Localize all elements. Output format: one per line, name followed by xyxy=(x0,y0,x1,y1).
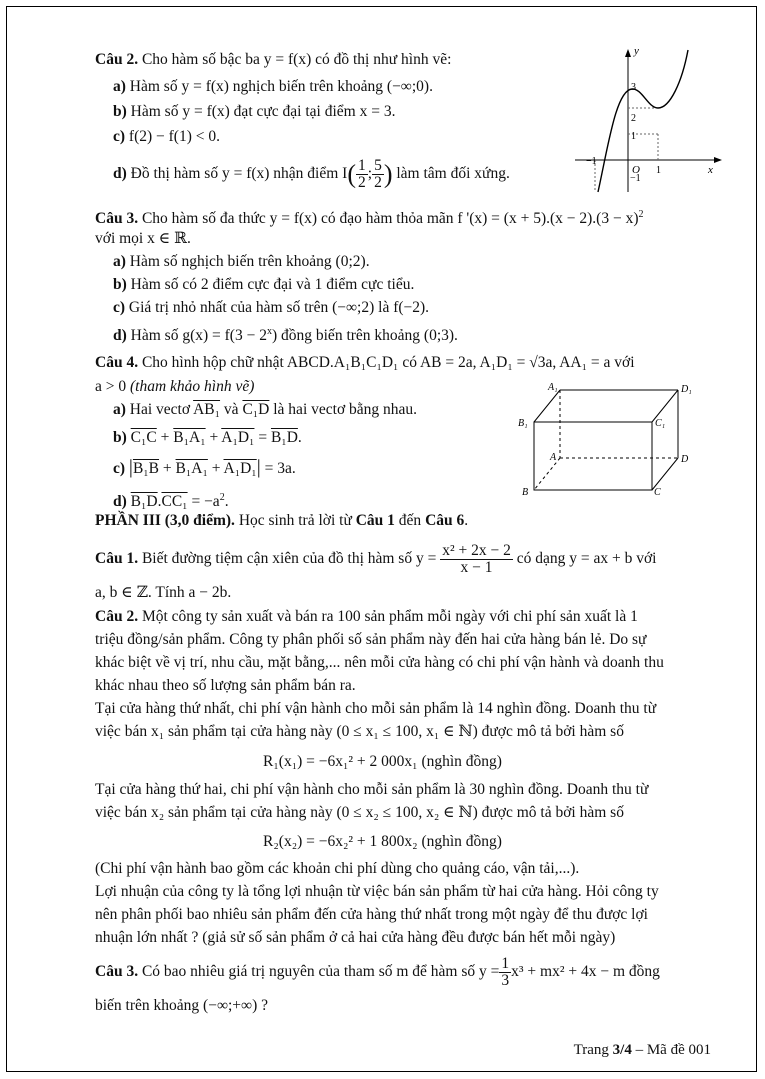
q3-item-b: b) Hàm số có 2 điểm cực đại và 1 điểm cực tiểu. xyxy=(113,276,415,293)
p3q2-l4: khác nhau theo số lượng sản phẩm bán ra. xyxy=(95,677,356,694)
graph-origin: O xyxy=(632,164,640,176)
box-label-b1: B₁ xyxy=(518,418,528,429)
q2-stem: Câu 2. Cho hàm số bậc ba y = f(x) có đồ thị như hình vẽ: xyxy=(95,51,452,68)
box-label-a1: A₁ xyxy=(548,382,558,393)
q4-item-d: d) $B_1D.CC_1 = -a^2$. xyxy=(113,492,229,510)
q2-item-c: c) f(2) − f(1) < 0. xyxy=(113,128,220,145)
q3-stem: Câu 3. Cho hàm số đa thức y = f(x) có đạo hàm thỏa mãn f '$(x) = (x + 5).(x - 2).(3 - x)^2$ xyxy=(95,209,644,227)
q4-item-b: b) C₁C + B₁A₁ + A₁D₁ = B₁D. xyxy=(113,429,302,446)
q4-item-a: a) Hai vectơ AB₁ và C₁D là hai vectơ bằng nhau. xyxy=(113,401,418,418)
q2-item-d: d) Đồ thị hàm số y = f(x) nhận điểm I( $\frac{1}{2}$ ; $\frac{5}{2}$ ) làm tâm đối xứng. xyxy=(113,157,510,191)
graph-tick-y3: 3 xyxy=(631,82,636,93)
p3q2-l5: Tại cửa hàng thứ nhất, chi phí vận hành cho mỗi sản phẩm là 14 nghìn đồng. Doanh thu từ xyxy=(95,700,657,717)
cubic-graph xyxy=(570,42,730,202)
graph-tick-x1: 1 xyxy=(656,165,661,176)
p3q3-line2: biến trên khoảng (−∞;+∞) ? xyxy=(95,997,269,1014)
box-label-d1: D₁ xyxy=(681,384,692,395)
p3q2-l1: Câu 2. Một công ty sản xuất và bán ra 100 sản phẩm mỗi ngày với chi phí sản xuất là 1 xyxy=(95,608,638,625)
box-label-a: A xyxy=(550,452,557,463)
p3q2-l6: việc bán x₁ sản phẩm tại cửa hàng này (0 ≤ x₁ ≤ 100, x₁ ∈ ℕ) được mô tả bởi hàm số xyxy=(95,723,624,740)
p3q2-formula-2: R₂(x₂) = −6x₂² + 1 800x₂ (nghìn đồng) xyxy=(263,833,502,850)
box-label-d: D xyxy=(681,454,689,465)
box-figure xyxy=(510,378,705,503)
p3q2-formula-1: R₁(x₁) = −6x₁² + 2 000x₁ (nghìn đồng) xyxy=(263,753,502,770)
graph-tick-y1: 1 xyxy=(631,131,636,142)
part3-heading: PHẦN III (3,0 điểm). Học sinh trả lời từ Câu 1 đến Câu 6. xyxy=(95,512,469,529)
p3q2-l12: nhuận lớn nhất ? (giả sử số sản phẩm ở cả hai cửa hàng đều được bán hết mỗi ngày) xyxy=(95,929,616,946)
p3q2-l10: Lợi nhuận của công ty là tổng lợi nhuận từ việc bán sản phẩm từ hai cửa hàng. Hỏi công ty xyxy=(95,883,659,900)
p3q2-l2: triệu đồng/sản phẩm. Công ty phân phối số sản phẩm này đến hai cửa hàng bán lẻ. Do sự xyxy=(95,631,647,648)
graph-y-label: y xyxy=(634,45,639,57)
q4-stem: Câu 4. Cho hình hộp chữ nhật ABCD.A₁B₁C₁D₁ có AB = 2a, A₁D₁ = √3a, AA₁ = a với xyxy=(95,354,635,371)
p3q1-stem: Câu 1. Biết đường tiệm cận xiên của đồ thị hàm số y = $\frac{\text{x² + 2x − 2}}{x - 1}$ có dạng y = ax + b với xyxy=(95,541,657,576)
p3q2-l11: nên phân phối bao nhiêu sản phẩm đến cửa hàng thứ nhất trong một ngày để thu được lợi xyxy=(95,906,648,923)
q2-item-b: b) Hàm số y = f(x) đạt cực đại tại điểm x = 3. xyxy=(113,103,396,120)
graph-tick-y2: 2 xyxy=(631,113,636,124)
box-label-c1: C₁ xyxy=(655,418,666,429)
q4-item-c: c) |B₁B + B₁A₁ + A₁D₁| = 3a. xyxy=(113,456,296,478)
graph-x-label: x xyxy=(708,164,713,176)
q3-stem-2: với mọi x ∈ ℝ. xyxy=(95,230,191,247)
p3q2-l8: việc bán x₂ sản phẩm tại cửa hàng này (0 ≤ x₂ ≤ 100, x₂ ∈ ℕ) được mô tả bởi hàm số xyxy=(95,804,624,821)
q2-item-a: a) Hàm số y = f(x) nghịch biến trên khoảng (−∞;0). xyxy=(113,78,433,95)
page-footer: Trang 3/4 – Mã đề 001 xyxy=(573,1042,711,1058)
q3-item-c: c) Giá trị nhỏ nhất của hàm số trên (−∞;2) là f(−2). xyxy=(113,299,430,316)
p3q2-l3: khác biệt về vị trí, nhu cầu, mặt bằng,... nên mỗi cửa hàng có chi phí vận hành và doanh thu xyxy=(95,654,664,671)
p3q2-l9: (Chi phí vận hành bao gồm các khoản chi phí dùng cho quảng cáo, vận tải,...). xyxy=(95,860,580,877)
p3q2-l7: Tại cửa hàng thứ hai, chi phí vận hành cho mỗi sản phẩm là 30 nghìn đồng. Doanh thu từ xyxy=(95,781,649,798)
box-label-b: B xyxy=(522,487,529,498)
p3q1-line2: a, b ∈ ℤ. Tính a − 2b. xyxy=(95,584,232,601)
q3-item-a: a) Hàm số nghịch biến trên khoảng (0;2). xyxy=(113,253,370,270)
graph-tick-xm1: −1 xyxy=(586,156,597,167)
p3q3-stem: Câu 3. Có bao nhiêu giá trị nguyên của tham số m để hàm số y = $\frac{1}{3}$ x³ + mx² + 4x − m đồng xyxy=(95,954,660,989)
q3-item-d: d) Hàm số $g(x) = f(3 - 2^x)$ đồng biến trên khoảng (0;3). xyxy=(113,326,458,344)
graph-tick-ym1: −1 xyxy=(630,173,641,184)
box-label-c: C xyxy=(654,487,661,498)
q4-stem-2: a > 0 (tham khảo hình vẽ) xyxy=(95,378,255,395)
